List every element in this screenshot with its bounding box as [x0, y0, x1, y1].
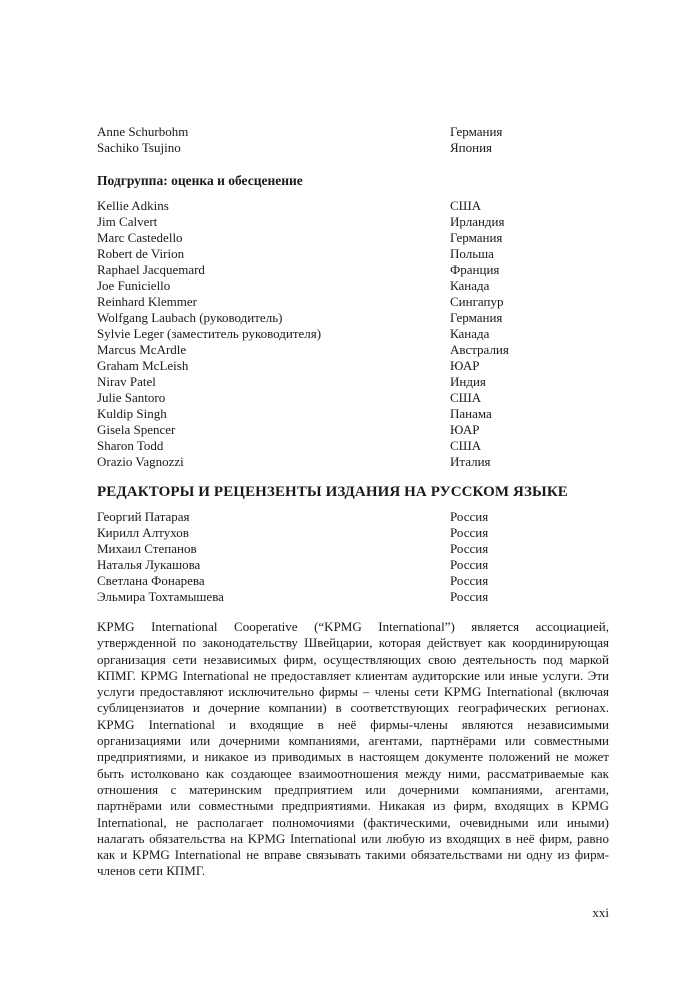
- member-row: [97, 124, 609, 140]
- editor-country: Россия: [450, 525, 489, 540]
- member-country: Германия: [450, 230, 503, 245]
- member-name: Graham McLeish: [97, 358, 189, 373]
- member-country: Германия: [450, 124, 503, 139]
- member-country: США: [450, 198, 482, 213]
- member-name: Nirav Patel: [97, 374, 156, 389]
- editor-country: Россия: [450, 589, 489, 604]
- member-name: Anne Schurbohm: [97, 124, 189, 139]
- editors-list: [97, 509, 609, 605]
- member-country: Япония: [450, 140, 493, 155]
- editor-country: Россия: [450, 557, 489, 572]
- member-name: Marcus McArdle: [97, 342, 187, 357]
- member-country: Германия: [450, 310, 503, 325]
- top-member-list: [97, 124, 609, 156]
- editor-name: Светлана Фонарева: [97, 573, 205, 588]
- member-country: Италия: [450, 454, 491, 469]
- page-content: [97, 124, 609, 893]
- member-country: ЮАР: [450, 358, 480, 373]
- member-row: [97, 406, 609, 422]
- editor-country: Россия: [450, 541, 489, 556]
- member-country: Канада: [450, 326, 490, 341]
- editor-row: [97, 589, 609, 605]
- member-row: [97, 374, 609, 390]
- editor-name: Эльмира Тохтамышева: [97, 589, 224, 604]
- member-country: США: [450, 390, 482, 405]
- member-row: [97, 246, 609, 262]
- editor-row: [97, 525, 609, 541]
- member-row: [97, 294, 609, 310]
- member-row: [97, 438, 609, 454]
- page-number: xxi: [592, 905, 609, 920]
- member-row: [97, 454, 609, 470]
- member-country: США: [450, 438, 482, 453]
- member-name: Kuldip Singh: [97, 406, 167, 421]
- editors-heading: РЕДАКТОРЫ И РЕЦЕНЗЕНТЫ ИЗДАНИЯ НА РУССКОМ ЯЗЫКЕ: [97, 484, 568, 500]
- editor-country: Россия: [450, 509, 489, 524]
- disclaimer-paragraph: KPMG International Cooperative (“KPMG International”) является ассоциацией, утвержденной по законодательству Швейцарии, которая действует как координирующая организация сети независимых фирм, осуществляющих свою деятельность под маркой КПМГ. KPMG International не предоставляет клиентам аудиторские или иные услуги. Эти услуги предоставляют исключительно фирмы – члены сети KPMG International (включая сублицензиатов и дочерние компании) в соответствующих географических регионах. KPMG International и входящие в неё фирмы-члены являются независимыми организациями или дочерними компаниями, агентами, партнёрами или совместными предприятиями, и никакое из приводимых в настоящем документе положений не может быть истолковано как создающее взаимоотношения между ними, рассматриваемые как отношения с материнским предприятием или дочерними компаниями, агентами, партнёрами или совместными предприятиями. Никакая из фирм, входящих в KPMG International, не располагает полномочиями (фактическими, очевидными или иными) налагать обязательства на KPMG International или любую из входящих в неё фирм, равно как и KPMG International не вправе связывать такими обязательствами ни одну из фирм-членов сети КПМГ.: [97, 619, 609, 879]
- member-name: Joe Funiciello: [97, 278, 171, 293]
- member-row: [97, 422, 609, 438]
- member-row: [97, 262, 609, 278]
- editor-row: [97, 557, 609, 573]
- member-name: Raphael Jacquemard: [97, 262, 205, 277]
- member-row: [97, 390, 609, 406]
- member-row: [97, 198, 609, 214]
- member-row: [97, 230, 609, 246]
- member-country: Канада: [450, 278, 490, 293]
- member-row: [97, 326, 609, 342]
- subgroup-heading: Подгруппа: оценка и обесценение: [97, 173, 303, 188]
- member-name: Wolfgang Laubach (руководитель): [97, 310, 283, 325]
- member-country: Сингапур: [450, 294, 504, 309]
- member-row: [97, 342, 609, 358]
- member-name: Reinhard Klemmer: [97, 294, 197, 309]
- subgroup-member-list: [97, 198, 609, 470]
- editor-row: [97, 541, 609, 557]
- member-row: [97, 278, 609, 294]
- member-country: Польша: [450, 246, 494, 261]
- member-row: [97, 358, 609, 374]
- member-country: Франция: [450, 262, 500, 277]
- member-country: Ирландия: [450, 214, 505, 229]
- member-row: [97, 214, 609, 230]
- member-country: Австралия: [450, 342, 509, 357]
- editor-row: [97, 573, 609, 589]
- member-name: Sharon Todd: [97, 438, 164, 453]
- member-name: Sylvie Leger (заместитель руководителя): [97, 326, 322, 341]
- member-country: Панама: [450, 406, 492, 421]
- member-name: Gisela Spencer: [97, 422, 176, 437]
- member-name: Sachiko Tsujino: [97, 140, 181, 155]
- editor-country: Россия: [450, 573, 489, 588]
- member-row: [97, 310, 609, 326]
- member-name: Marc Castedello: [97, 230, 183, 245]
- member-name: Orazio Vagnozzi: [97, 454, 184, 469]
- editor-row: [97, 509, 609, 525]
- member-country: Индия: [450, 374, 486, 389]
- editor-name: Георгий Патарая: [97, 509, 190, 524]
- member-name: Jim Calvert: [97, 214, 158, 229]
- member-row: [97, 140, 609, 156]
- member-name: Kellie Adkins: [97, 198, 169, 213]
- editor-name: Наталья Лукашова: [97, 557, 201, 572]
- editor-name: Кирилл Алтухов: [97, 525, 189, 540]
- editor-name: Михаил Степанов: [97, 541, 197, 556]
- member-country: ЮАР: [450, 422, 480, 437]
- member-name: Julie Santoro: [97, 390, 166, 405]
- member-name: Robert de Virion: [97, 246, 185, 261]
